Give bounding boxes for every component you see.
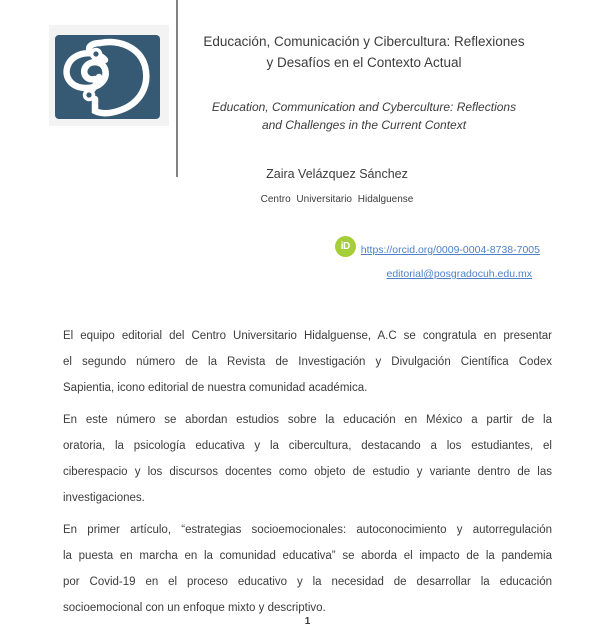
subtitle-line: and Challenges in the Current Context: [261, 117, 467, 132]
text-line: socioemocional con un enfoque mixto y descriptivo.: [63, 602, 326, 614]
text-line: el segundo número de la Revista de Investigación y Divulgación Científica Codex: [63, 356, 552, 368]
journal-logo-frame: [49, 25, 169, 126]
author-name: Zaira Velázquez Sánchez: [266, 167, 408, 181]
text-line: En este número se abordan estudios sobre la educación en México a partir de la: [63, 414, 552, 426]
page-number: 1: [304, 616, 311, 627]
paragraph: [63, 517, 552, 621]
column-divider-line: [176, 0, 178, 177]
orcid-row: [335, 236, 540, 257]
subtitle-line: Education, Communication and Cyberculture: Reflections: [211, 100, 517, 114]
title-line: y Desafíos en el Contexto Actual: [266, 55, 462, 70]
text-line: la puesta en marcha en la comunidad educativa” se aborda el impacto de la pandemia: [63, 550, 552, 562]
text-line: por Covid-19 en el proceso educativo y la necesidad de desarrollar la educación: [63, 576, 552, 588]
editorial-body-text: [63, 323, 552, 627]
paragraph: [63, 407, 552, 511]
email-row: [387, 264, 533, 282]
codex-sapientia-logo-icon: [55, 35, 160, 119]
text-line: oratoria, la psicología educativa y la cibercultura, destacando a los estudiantes, el: [63, 440, 552, 452]
email-link[interactable]: editorial@posgradocuh.edu.mx: [386, 268, 532, 280]
text-line: En primer artículo, “estrategias socioemocionales: autoconocimiento y autorregulación: [63, 524, 552, 536]
orcid-icon[interactable]: iD: [335, 236, 356, 257]
orcid-link[interactable]: https://orcid.org/0009-0004-8738-7005: [360, 244, 540, 256]
logo-swirl-graphic: [55, 35, 160, 119]
article-title-spanish: [178, 31, 550, 73]
text-line: investigaciones.: [63, 492, 145, 504]
paragraph: [63, 323, 552, 401]
text-line: Sapientia, icono editorial de nuestra comunidad académica.: [63, 382, 368, 394]
text-line: ciberespacio y los discursos docentes como objeto de estudio y variante dentro de las: [63, 466, 552, 478]
author-affiliation: Centro Universitario Hidalguense: [260, 194, 414, 205]
article-title-english: [178, 99, 550, 134]
title-line: Educación, Comunicación y Cibercultura: Reflexiones: [203, 34, 525, 49]
text-line: El equipo editorial del Centro Universitario Hidalguense, A.C se congratula en presentar: [63, 330, 552, 342]
